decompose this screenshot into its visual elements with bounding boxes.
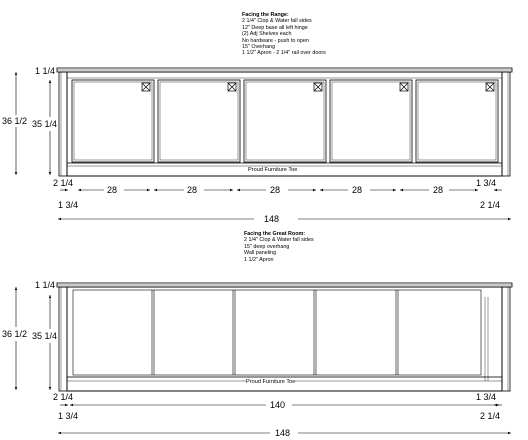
top-thickness-dim: 1 1/4 bbox=[35, 280, 56, 290]
base-height-dim: 35 1/4 bbox=[32, 119, 58, 129]
overall-width-dim: 148 bbox=[264, 214, 280, 224]
note-line: 1 1/2" Apron bbox=[244, 256, 274, 263]
left-end-dim: 1 3/4 bbox=[58, 200, 79, 210]
right-stile-dim: 1 3/4 bbox=[476, 178, 497, 188]
cabinet-frame bbox=[67, 72, 502, 176]
top-thickness-dim: 1 1/4 bbox=[35, 66, 56, 76]
note-line: No hardware - push to open bbox=[242, 37, 309, 44]
note-line: (2) Adj Shelves each bbox=[242, 31, 292, 38]
door-width-dim: 28 bbox=[433, 185, 444, 195]
note-line: 2 1/4" Clop & Water fall sides bbox=[242, 18, 312, 25]
base-height-dim: 35 1/4 bbox=[32, 331, 58, 341]
cabinet-door bbox=[244, 80, 326, 162]
note-line: 2 1/4" Clop & Water fall sides bbox=[244, 237, 314, 244]
cabinet-door bbox=[330, 80, 412, 162]
door-group bbox=[72, 80, 498, 162]
overall-width-dim: 148 bbox=[275, 428, 291, 438]
note-line: 1 1/2" Apron - 2 1/4" rail over doors bbox=[242, 50, 326, 57]
note-line: 15" Overhang bbox=[242, 44, 276, 51]
cabinet-door bbox=[158, 80, 240, 162]
left-stile-dim: 2 1/4 bbox=[53, 392, 74, 402]
toe-label: Proud Furniture Toe bbox=[248, 167, 298, 173]
great-room-elevation bbox=[57, 283, 512, 391]
cabinet-back-frame bbox=[67, 287, 502, 391]
overall-height-dim: 36 1/2 bbox=[2, 329, 28, 339]
range-notes-title: Facing the Range: bbox=[242, 12, 289, 18]
door-width-dim: 28 bbox=[270, 185, 281, 195]
great-room-notes bbox=[244, 231, 314, 263]
great-room-notes-title: Facing the Great Room: bbox=[244, 231, 306, 237]
wall-panels bbox=[152, 290, 398, 375]
door-width-dim: 28 bbox=[107, 185, 118, 195]
range-notes bbox=[242, 12, 326, 57]
right-stile-dim: 1 3/4 bbox=[476, 392, 497, 402]
left-waterfall-side bbox=[59, 287, 67, 391]
toe-label: Proud Furniture Toe bbox=[246, 379, 296, 385]
cabinet-door bbox=[72, 80, 154, 162]
right-waterfall-side bbox=[502, 287, 510, 391]
cabinet-door bbox=[416, 80, 498, 162]
right-end-dim: 2 1/4 bbox=[480, 411, 501, 421]
right-end-dim: 2 1/4 bbox=[480, 200, 501, 210]
left-end-dim: 1 3/4 bbox=[58, 411, 79, 421]
left-waterfall-side bbox=[59, 72, 67, 176]
inner-width-dim: 140 bbox=[270, 400, 286, 410]
right-waterfall-side bbox=[502, 72, 510, 176]
note-line: 12" Deep base all left hinge bbox=[242, 24, 308, 31]
door-width-dim: 28 bbox=[187, 185, 198, 195]
left-stile-dim: 2 1/4 bbox=[53, 178, 74, 188]
door-width-dim: 28 bbox=[352, 185, 363, 195]
note-line: Wall paneling bbox=[244, 250, 277, 257]
overall-height-dim: 36 1/2 bbox=[2, 116, 28, 126]
note-line: 15" deep overhang bbox=[244, 243, 290, 250]
